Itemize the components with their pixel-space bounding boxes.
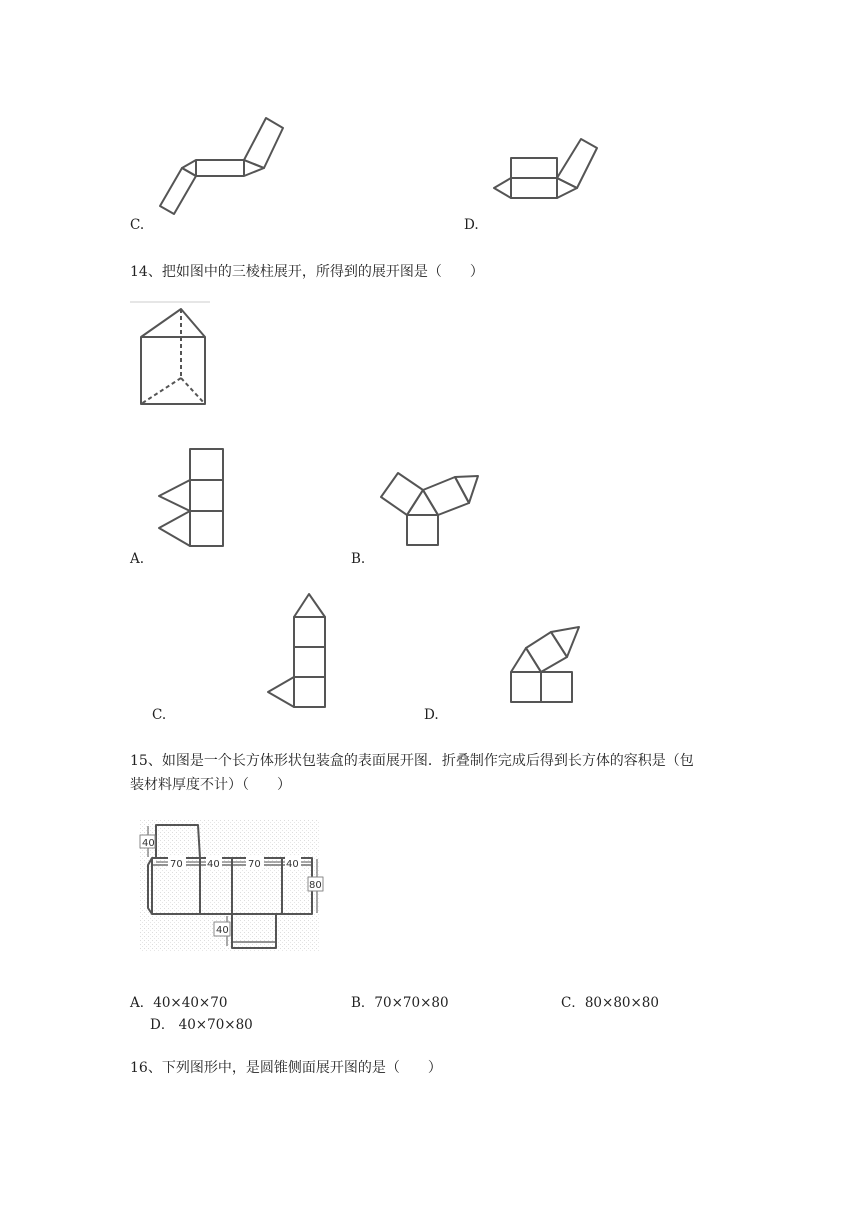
q14-option-c-label[interactable]: C.	[152, 707, 167, 723]
q14-option-a-figure	[155, 445, 230, 550]
q14-question: 14、把如图中的三棱柱展开，所得到的展开图是（ ）	[130, 264, 484, 280]
q15-option-b[interactable]: B．70×70×80	[351, 995, 449, 1011]
q15-option-c[interactable]: C．80×80×80	[561, 995, 659, 1011]
q14-option-c-figure	[265, 590, 330, 710]
q15-box-net-figure	[136, 815, 326, 960]
q15-dim-40-top: 40	[142, 838, 155, 849]
q14-triangular-prism-figure	[128, 300, 213, 410]
q15-dim-70-second: 70	[248, 859, 261, 870]
q15-dim-80: 80	[309, 880, 322, 891]
q15-dim-40-second: 40	[207, 859, 220, 870]
q14-option-b-label[interactable]: B.	[351, 551, 366, 567]
q15-option-d[interactable]: D． 40×70×80	[150, 1017, 253, 1033]
q14-option-b-figure	[375, 470, 485, 550]
q14-option-d-figure	[505, 622, 585, 707]
q15-dim-40-bottom: 40	[216, 925, 229, 936]
q13-option-c-label[interactable]: C.	[130, 217, 145, 233]
q15-option-a[interactable]: A．40×40×70	[130, 995, 228, 1011]
q13-option-d-figure	[490, 135, 605, 205]
q15-question-line1: 15、如图是一个长方体形状包装盒的表面展开图．折叠制作完成后得到长方体的容积是（包	[130, 753, 694, 769]
q14-option-d-label[interactable]: D.	[424, 707, 439, 723]
q15-dim-40-third: 40	[286, 859, 299, 870]
q16-question: 16、下列图形中，是圆锥侧面展开图的是（ ）	[130, 1060, 442, 1076]
q15-dim-70-first: 70	[170, 859, 183, 870]
q15-question-line2: 装材料厚度不计）（ ）	[130, 777, 291, 793]
q14-option-a-label[interactable]: A.	[130, 551, 145, 567]
q13-option-c-figure	[150, 110, 300, 220]
q13-option-d-label[interactable]: D.	[464, 217, 479, 233]
